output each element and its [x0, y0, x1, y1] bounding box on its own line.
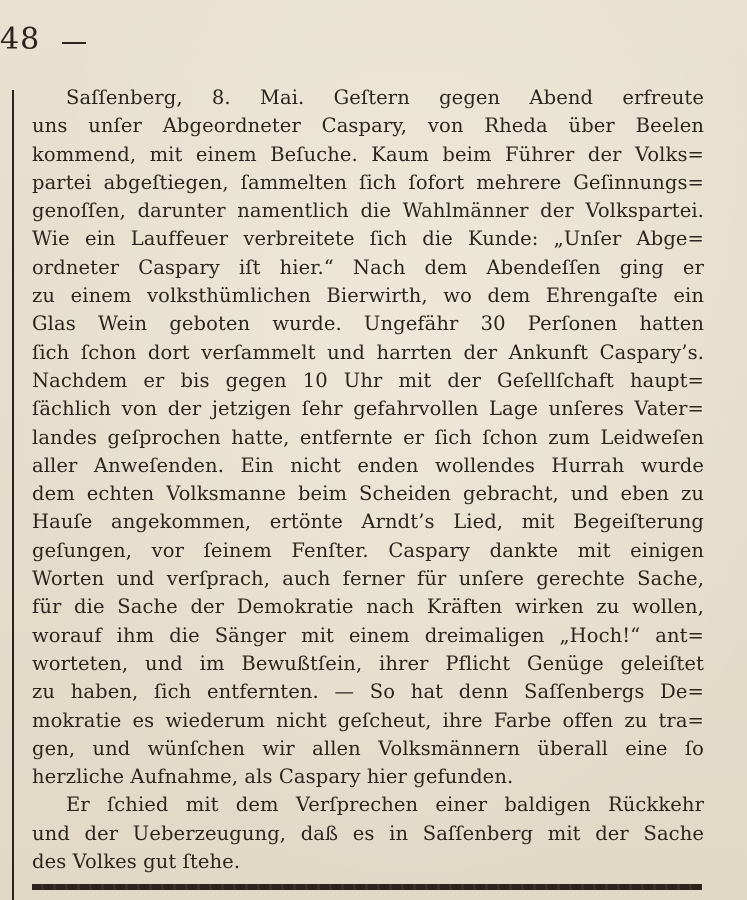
article-line: worauf ihm die Sänger mit einem dreimaligen „Hoch!“ ant= [32, 623, 704, 647]
article-line: Wie ein Lauffeuer verbreitete ſich die Kunde: „Unſer Abge= [32, 227, 704, 251]
article-line: genoſſen, darunter namentlich die Wahlmänner der Volkspartei. [32, 199, 704, 223]
article-line: worteten, und im Bewußtſein, ihrer Pflicht Genüge geleiſtet [32, 651, 704, 675]
article-line: mokratie es wiederum nicht geſcheut, ihre Farbe offen zu tra= [32, 708, 704, 732]
article-line: partei abgeſtiegen, ſammelten ſich ſofort mehrere Geſinnungs= [32, 170, 704, 194]
article-line: geſungen, vor ſeinem Fenſter. Caspary dankte mit einigen [32, 538, 704, 562]
article-body [32, 84, 704, 876]
section-divider [32, 884, 702, 890]
article-line: für die Sache der Demokratie nach Kräften wirken zu wollen, [32, 595, 704, 619]
article-line: und der Ueberzeugung, daß es in Saſſenberg mit der Sache [32, 821, 704, 845]
column-rule [12, 90, 14, 900]
article-line: ſich ſchon dort verſammelt und harrten der Ankunft Caspary’s. [32, 340, 704, 364]
article-line: ordneter Caspary iſt hier.“ Nach dem Abendeſſen ging er [32, 255, 704, 279]
article-line: Saſſenberg, 8. Mai. Geſtern gegen Abend erfreute [66, 86, 704, 109]
article-line: zu haben, ſich entfernten. — So hat denn Saſſenbergs De= [32, 680, 704, 704]
header-dash [62, 42, 86, 44]
article-line: uns unſer Abgeordneter Caspary, von Rheda über Beelen [32, 114, 704, 138]
page-number: 48 [0, 22, 41, 57]
article-line: landes geſprochen hatte, entfernte er ſich ſchon zum Leidweſen [32, 425, 704, 449]
article-line: ſächlich von der jetzigen ſehr gefahrvollen Lage unſeres Vater= [32, 397, 704, 421]
article-line: dem echten Volksmanne beim Scheiden gebracht, und eben zu [32, 482, 704, 506]
article-line: zu einem volksthümlichen Bierwirth, wo dem Ehrengaſte ein [32, 284, 704, 308]
article-line: kommend, mit einem Beſuche. Kaum beim Führer der Volks= [32, 142, 704, 166]
article-line: Nachdem er bis gegen 10 Uhr mit der Geſellſchaft haupt= [32, 368, 704, 392]
article-line: aller Anweſenden. Ein nicht enden wollendes Hurrah wurde [32, 453, 704, 477]
article-line: gen, und wünſchen wir allen Volksmännern überall eine ſo [32, 736, 704, 760]
article-line: des Volkes gut ſtehe. [32, 850, 241, 874]
article-line: Worten und verſprach, auch ferner für unſere gerechte Sache, [32, 567, 704, 591]
article-line: Glas Wein geboten wurde. Ungefähr 30 Perſonen hatten [32, 312, 704, 336]
article-line: Er ſchied mit dem Verſprechen einer baldigen Rückkehr [66, 793, 704, 817]
article-line: Hauſe angekommen, ertönte Arndt’s Lied, mit Begeiſterung [32, 510, 704, 534]
article-line: herzliche Aufnahme, als Caspary hier gefunden. [32, 765, 514, 789]
